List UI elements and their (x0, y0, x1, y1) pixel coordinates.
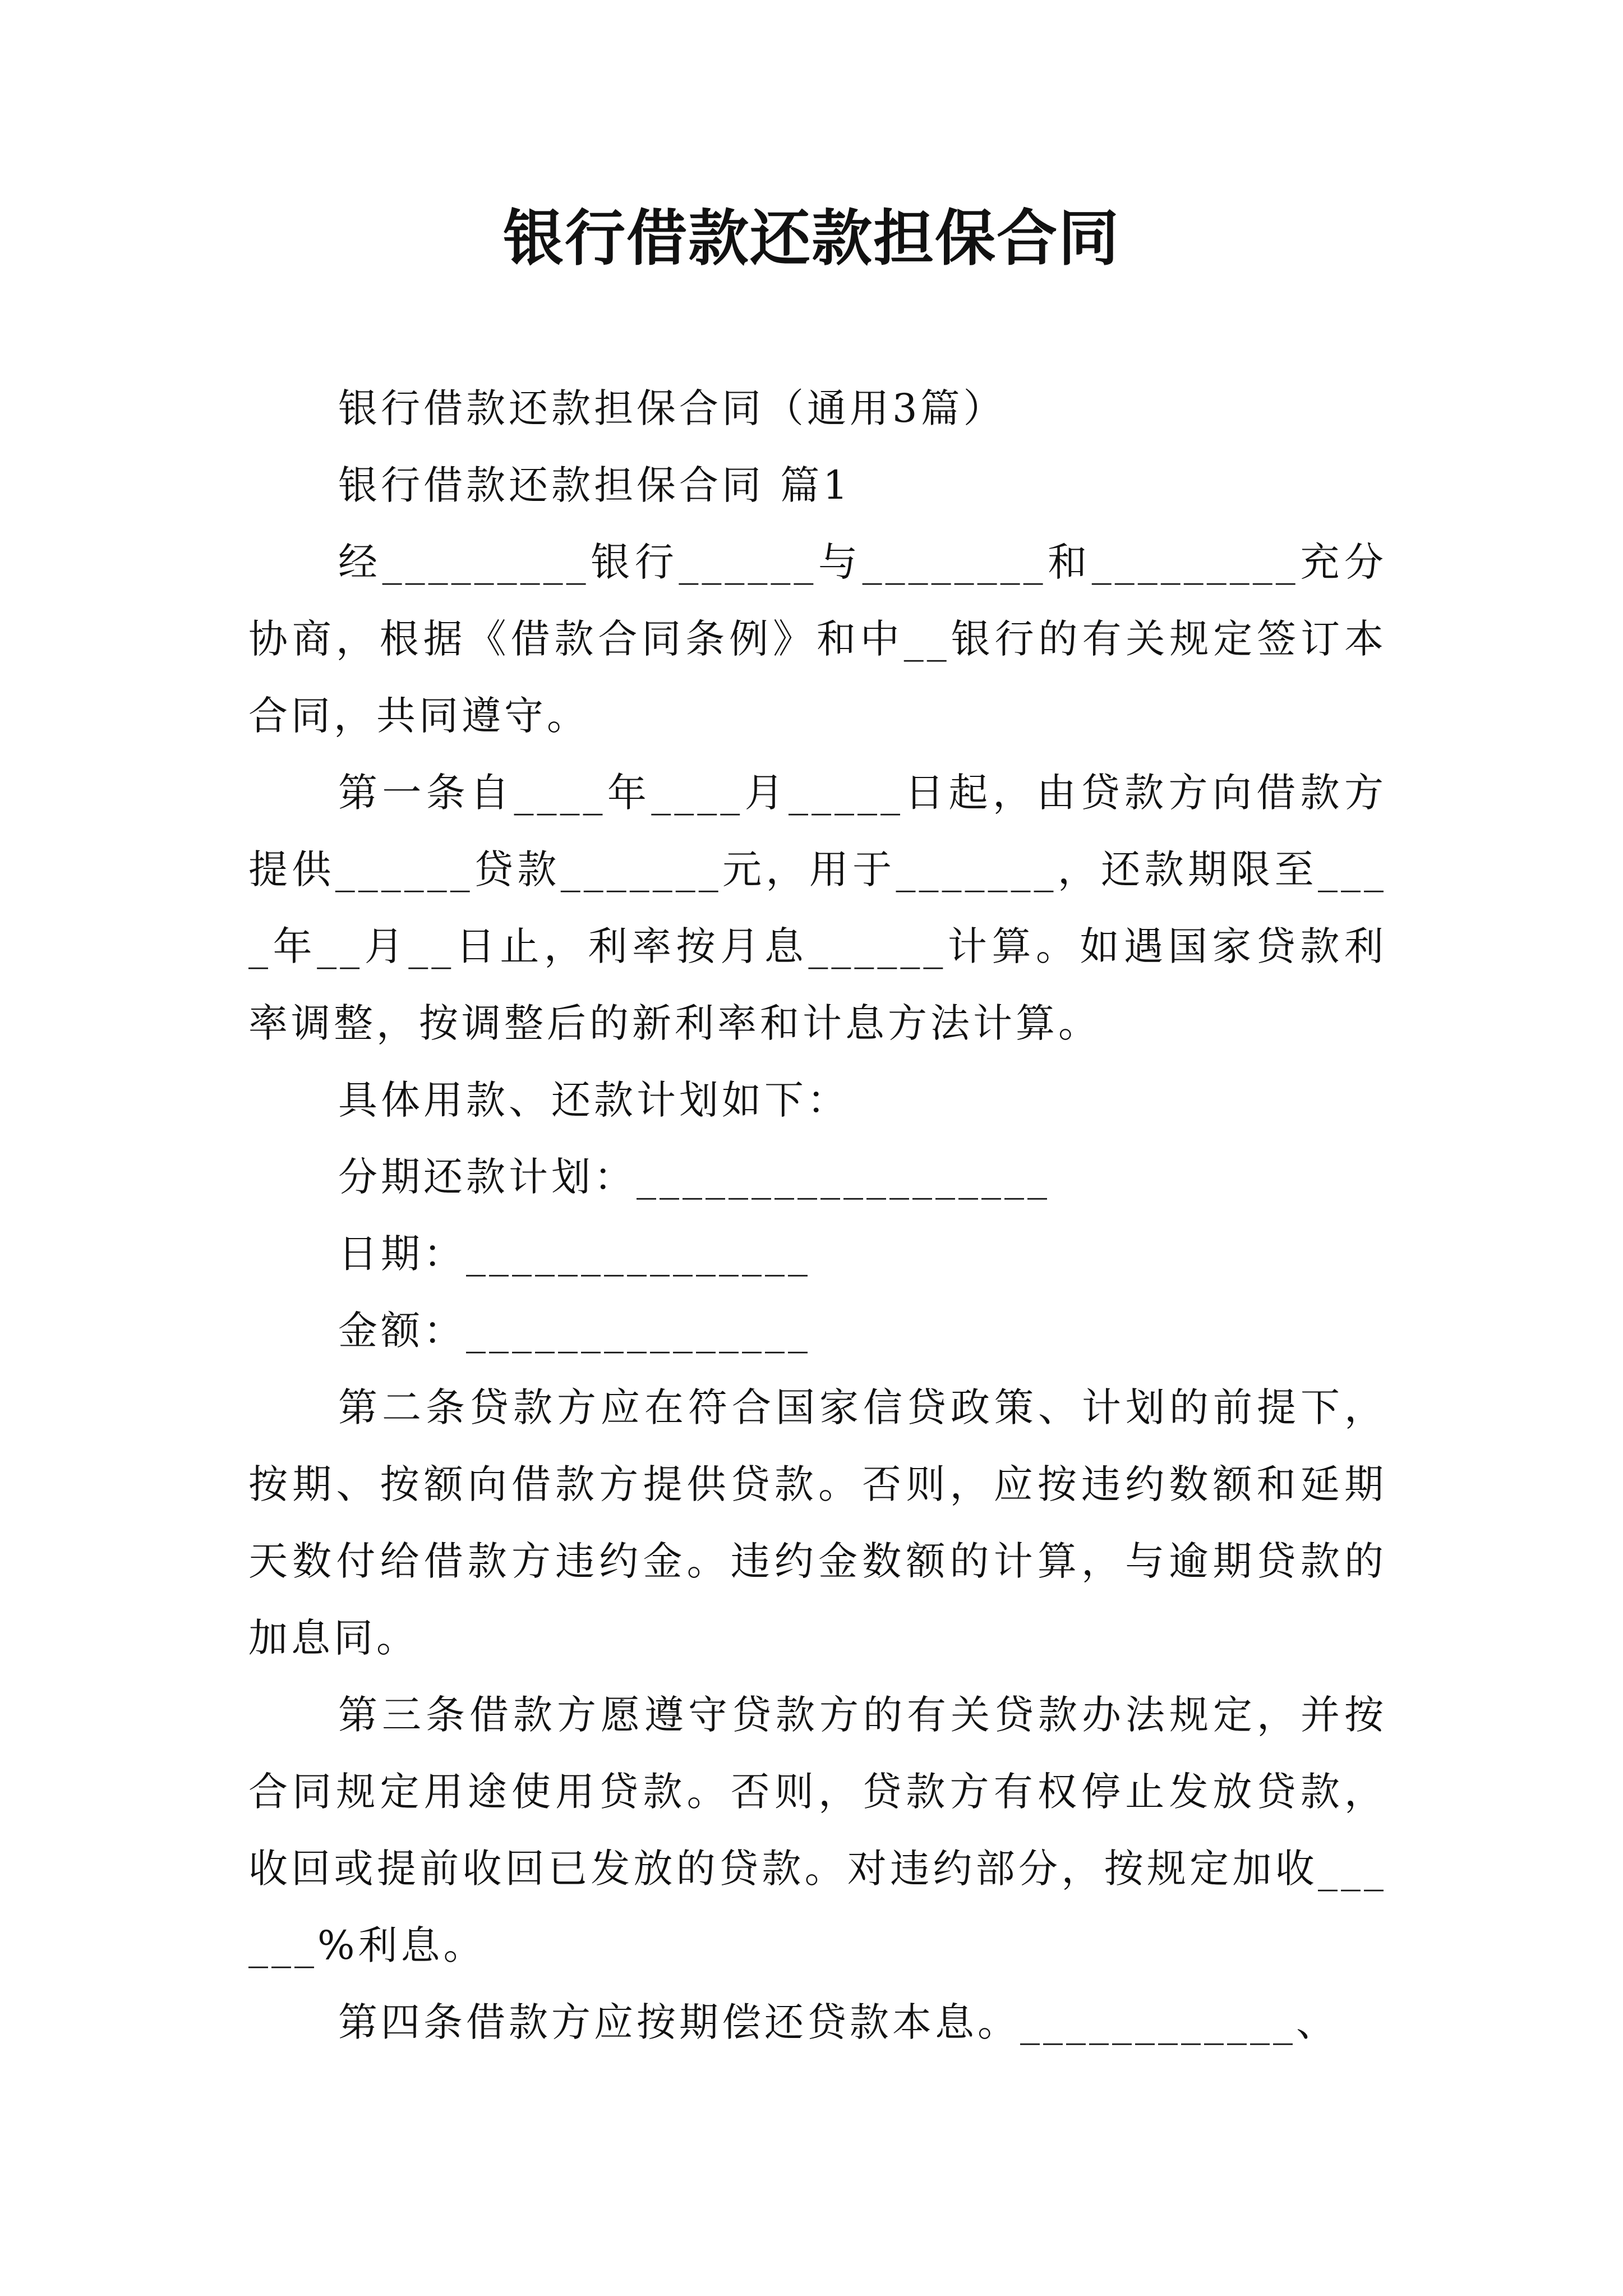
paragraph-article-4: 第四条借款方应按期偿还贷款本息。____________、 (338, 1999, 1339, 2045)
paragraph-amount: 金额：_______________ (338, 1308, 811, 1354)
paragraph-article-2: 第二条贷款方应在符合国家信贷政策、计划的前提下，按期、按额向借款方提供贷款。否则，应按违约数额和延期天数付给借款方违约金。违约金数额的计算，与逾期贷款的加息同。 (248, 1384, 1387, 1661)
paragraph-date: 日期：_______________ (338, 1231, 811, 1277)
paragraph-preamble: 经_________银行______与________和_________充分协商，根据《借款合同条例》和中__银行的有关规定签订本合同，共同遵守。 (248, 539, 1387, 739)
paragraph-installment-plan: 分期还款计划：__________________ (338, 1154, 1050, 1200)
paragraph-article-3: 第三条借款方愿遵守贷款方的有关贷款办法规定，并按合同规定用途使用贷款。否则，贷款方有权停止发放贷款，收回或提前收回已发放的贷款。对违约部分，按规定加收______%利息。 (248, 1692, 1387, 1968)
document-title: 银行借款还款担保合同 (502, 203, 1120, 274)
document-body (248, 370, 1387, 2061)
paragraph-heading: 银行借款还款担保合同（通用3篇） (338, 385, 1006, 431)
paragraph-section-title: 银行借款还款担保合同 篇1 (338, 462, 851, 508)
paragraph-article-1: 第一条自____年____月_____日起，由贷款方向借款方提供______贷款_______元，用于_______，还款期限至____年__月__日止，利率按月息______计算。如遇国家贷款利率调整，按调整后的新利率和计息方法计算。 (248, 770, 1387, 1046)
paragraph-plan-intro: 具体用款、还款计划如下： (338, 1077, 850, 1123)
